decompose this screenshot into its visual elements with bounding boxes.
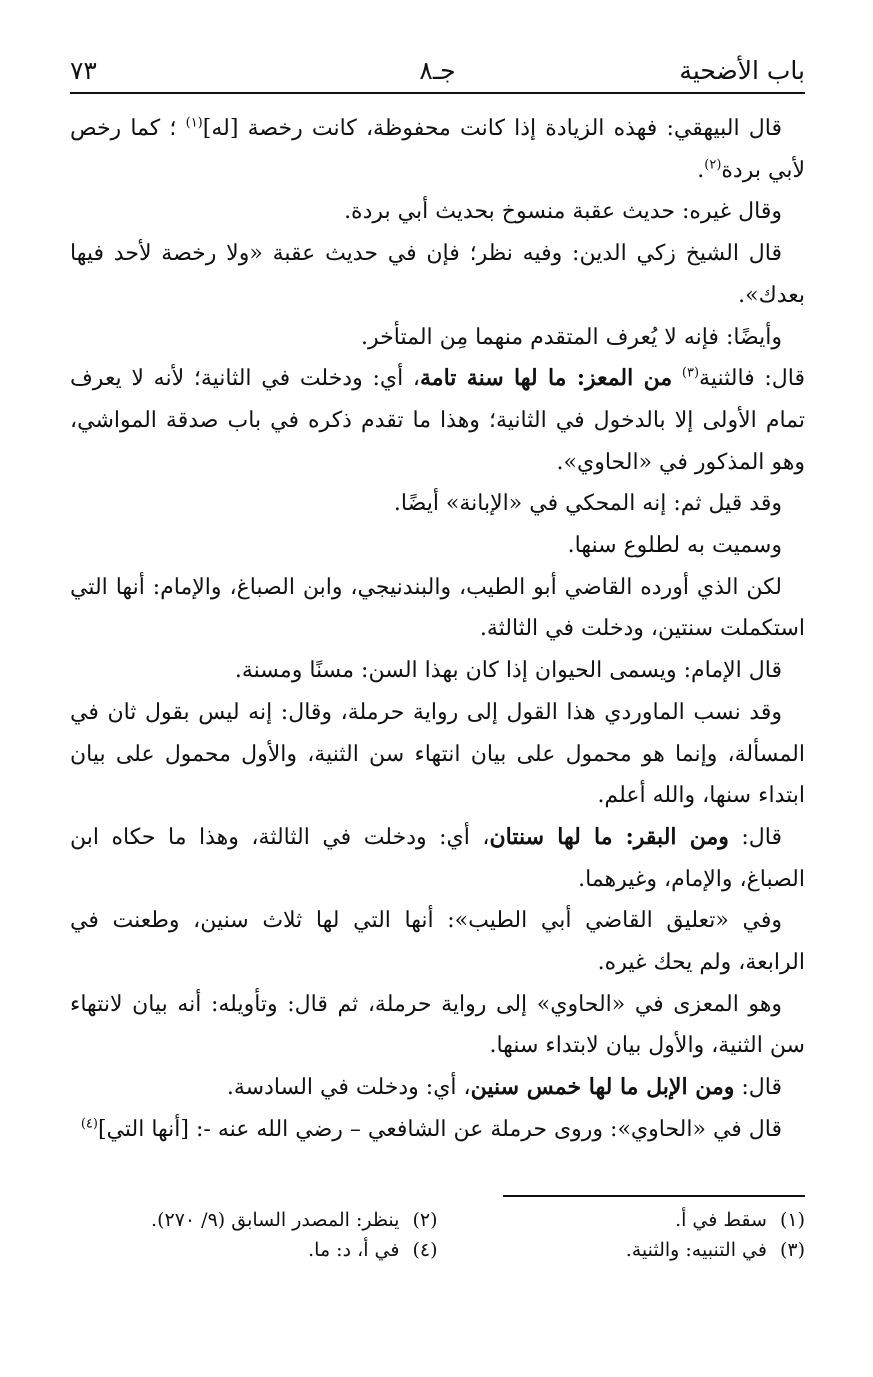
main-text (70, 108, 805, 1151)
paragraph (70, 525, 805, 567)
running-header (70, 50, 805, 90)
page-number: ٧٣ (70, 56, 97, 85)
text-run: لكن الذي أورده القاضي أبو الطيب، والبندنيجي، وابن الصباغ، والإمام: أنها التي استكملت سنتين، ودخلت في الثالثة. (70, 574, 805, 642)
footnote-number: (١) (779, 1209, 805, 1231)
paragraph (70, 233, 805, 316)
footnote-marker: (١) (185, 115, 203, 131)
text-run: وقال غيره: حديث عقبة منسوخ بحديث أبي بردة. (344, 199, 782, 225)
footnote-row (70, 1235, 805, 1265)
text-run: وأيضًا: فإنه لا يُعرف المتقدم منهما مِن المتأخر. (361, 324, 782, 350)
footnotes (70, 1205, 805, 1265)
text-run: قال: (728, 824, 782, 850)
footnote-marker: (٣) (681, 365, 700, 381)
paragraph (70, 1109, 805, 1151)
text-run: قال في «الحاوي»: وروى حرملة عن الشافعي – رضي الله عنه -: [أنها التي] (97, 1116, 782, 1142)
footnote-number: (٤) (412, 1239, 438, 1261)
text-run: قال: (734, 1075, 782, 1101)
paragraph (70, 567, 805, 650)
footnote (438, 1235, 806, 1265)
text-run: وقد قيل ثم: إنه المحكي في «الإبانة» أيضًا. (393, 491, 782, 517)
text-run: ، أي: ودخلت في الثالثة، وهذا ما حكاه ابن الصباغ، والإمام، وغيرهما. (70, 824, 805, 892)
paragraph (70, 984, 805, 1067)
text-run: ، أي: ودخلت في السادسة. (226, 1075, 471, 1101)
bold-term: ومن الإبل ما لها خمس سنين (470, 1074, 735, 1101)
footnote-number: (٢) (412, 1209, 438, 1231)
paragraph (70, 108, 805, 191)
footnote-text: في أ، د: ما. (308, 1239, 400, 1261)
footnote-text: سقط في أ. (675, 1209, 767, 1231)
footnote-text: في التنبيه: والثنية. (625, 1239, 767, 1261)
header-rule (70, 92, 805, 94)
chapter-title: باب الأضحية (679, 56, 805, 85)
paragraph (70, 692, 805, 817)
text-run: قال البيهقي: فهذه الزيادة إذا كانت محفوظة، كانت رخصة [له] (202, 116, 782, 141)
footnote (70, 1235, 438, 1265)
footnote-rule (503, 1195, 805, 1197)
text-run: قال الإمام: ويسمى الحيوان إذا كان بهذا السن: مسنًا ومسنة. (234, 658, 782, 684)
footnote-marker: (٤) (80, 1116, 98, 1132)
text-run: وسميت به لطلوع سنها. (567, 533, 782, 559)
text-run (672, 366, 682, 391)
text-run: . (697, 157, 705, 183)
footnote-text: ينظر: المصدر السابق (٩/ ٢٧٠). (151, 1209, 400, 1231)
paragraph (70, 191, 805, 233)
text-run: وفي «تعليق القاضي أبي الطيب»: أنها التي لها ثلاث سنين، وطعنت في الرابعة، ولم يحك غيره. (70, 908, 805, 976)
footnote (70, 1205, 438, 1235)
footnote-number: (٣) (779, 1239, 805, 1261)
volume-label: جـ٨ (419, 56, 456, 85)
paragraph (70, 358, 805, 483)
paragraph (70, 650, 805, 692)
bold-term: ومن البقر: ما لها سنتان (489, 823, 729, 850)
footnote (438, 1205, 806, 1235)
footnote-marker: (٢) (704, 157, 722, 173)
text-run: قال الشيخ زكي الدين: وفيه نظر؛ فإن في حديث عقبة «ولا رخصة لأحد فيها بعدك». (70, 241, 805, 308)
text-run: وقد نسب الماوردي هذا القول إلى رواية حرملة، وقال: إنه ليس بقول ثان في المسألة، وإنما هو محمول على بيان انتهاء سن الثنية، والأول محمول على بيان ابتداء سنها، والله أعلم. (70, 699, 805, 809)
text-run: ، أي: ودخلت في الثانية؛ لأنه لا يعرف تمام الأولى إلا بالدخول في الثانية؛ وهذا ما تقدم ذكره في باب صدقة المواشي، وهو المذكور في «الحاوي». (70, 366, 805, 475)
bold-term: من المعز: ما لها سنة تامة (420, 365, 673, 392)
text-run: ؛ كما رخص لأبي بردة (70, 116, 805, 183)
paragraph (70, 317, 805, 359)
paragraph (70, 483, 805, 525)
paragraph (70, 1067, 805, 1109)
text-run: قال: فالثنية (699, 366, 805, 392)
text-run: وهو المعزى في «الحاوي» إلى رواية حرملة، ثم قال: وتأويله: أنه بيان لانتهاء سن الثنية، والأول بيان لابتداء سنها. (70, 991, 805, 1059)
paragraph (70, 900, 805, 983)
paragraph (70, 817, 805, 900)
footnote-row (70, 1205, 805, 1235)
